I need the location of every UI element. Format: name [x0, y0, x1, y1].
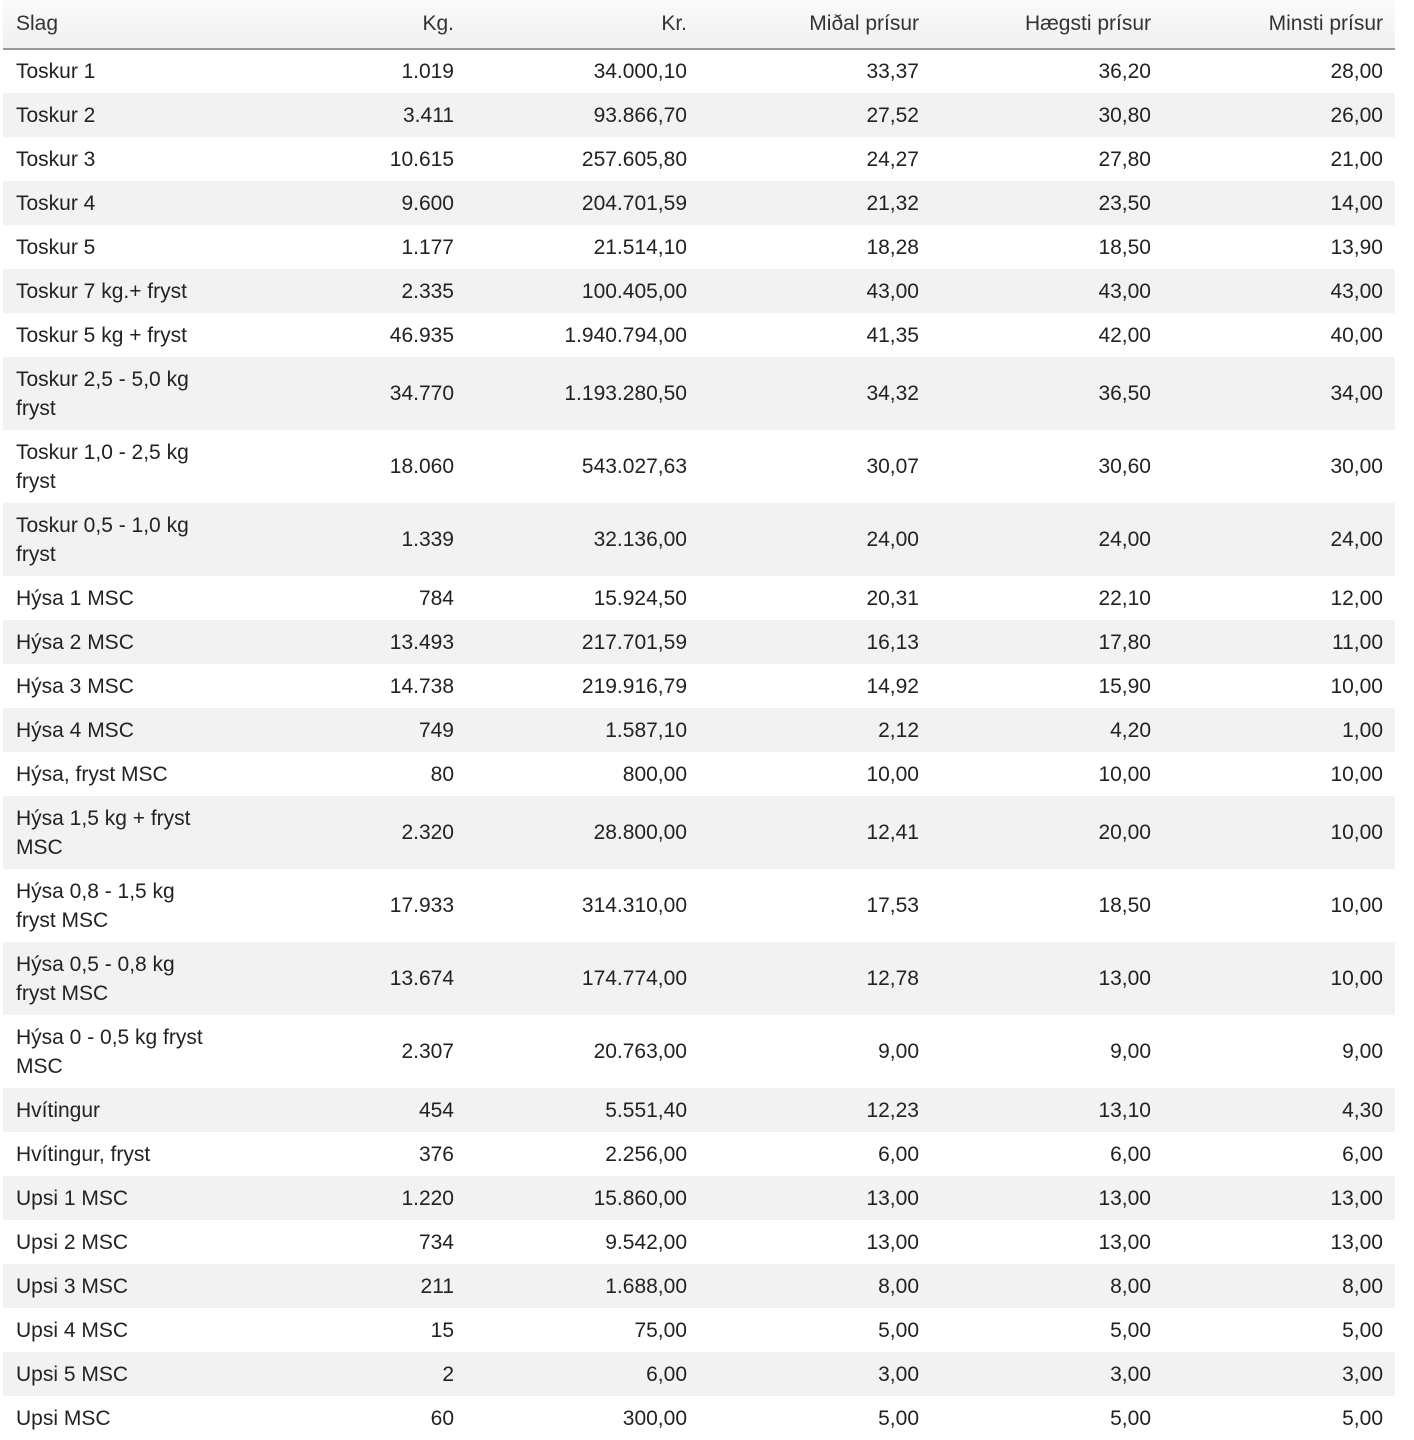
table-row: [3, 137, 1395, 181]
highest-price-cell: 42,00: [1098, 323, 1151, 347]
species-name: Hýsa 3 MSC: [16, 674, 134, 698]
kr-cell: 15.860,00: [593, 1186, 687, 1210]
kg-cell: 60: [430, 1406, 454, 1430]
species-name: Hýsa 1 MSC: [16, 586, 134, 610]
species-cell: [3, 708, 227, 752]
lowest-price-cell: 12,00: [1330, 586, 1383, 610]
kr-cell: 32.136,00: [593, 528, 687, 551]
average-price-cell: 17,53: [866, 894, 919, 917]
species-name: Hýsa 0 - 0,5 kg fryst MSC: [16, 1025, 203, 1078]
kg-cell: 2.307: [401, 1040, 454, 1063]
species-cell: [3, 620, 227, 664]
table-row: [3, 620, 1395, 664]
table-row: [3, 942, 1395, 1015]
average-price-cell: 8,00: [878, 1274, 919, 1298]
kg-cell: 3.411: [403, 103, 454, 127]
highest-price-cell: 22,10: [1098, 586, 1151, 610]
highest-price-cell: 13,00: [1098, 1230, 1151, 1254]
species-name: Hýsa 1,5 kg + fryst MSC: [16, 806, 191, 859]
lowest-price-cell: 30,00: [1330, 455, 1383, 478]
average-price-cell: 3,00: [878, 1362, 919, 1386]
lowest-price-cell: 10,00: [1330, 762, 1383, 786]
table-row: [3, 357, 1395, 430]
average-price-cell: 5,00: [878, 1318, 919, 1342]
highest-price-cell: 30,60: [1098, 455, 1151, 478]
lowest-price-cell: 10,00: [1330, 894, 1383, 917]
average-price-cell: 13,00: [866, 1230, 919, 1254]
kg-cell: 2.335: [401, 279, 454, 303]
table-body: [3, 49, 1395, 1440]
species-name: Hýsa 0,5 - 0,8 kg fryst MSC: [16, 952, 175, 1005]
highest-price-cell: 6,00: [1110, 1142, 1151, 1166]
highest-price-cell: 24,00: [1098, 528, 1151, 551]
table-row: [3, 1015, 1395, 1088]
highest-price-cell: 5,00: [1110, 1318, 1151, 1342]
average-price-cell: 33,37: [866, 60, 919, 83]
kr-cell: 1.193.280,50: [564, 382, 687, 405]
species-cell: [3, 503, 227, 576]
kr-cell: 2.256,00: [605, 1142, 687, 1166]
species-cell: [3, 225, 227, 269]
species-cell: [3, 430, 227, 503]
price-table-container: [3, 0, 1395, 1440]
species-cell: [3, 93, 227, 137]
species-name: Hýsa 2 MSC: [16, 630, 134, 654]
kr-cell: 300,00: [622, 1406, 687, 1430]
species-name: Upsi 3 MSC: [16, 1274, 129, 1298]
highest-price-cell: 36,50: [1098, 382, 1151, 405]
kr-cell: 257.605,80: [581, 147, 687, 171]
highest-price-cell: 13,00: [1098, 1186, 1151, 1210]
kg-cell: 784: [418, 586, 454, 610]
kr-cell: 204.701,59: [581, 191, 687, 215]
table-row: [3, 1176, 1395, 1220]
lowest-price-cell: 10,00: [1330, 674, 1383, 698]
species-cell: [3, 1352, 227, 1396]
species-name: Hýsa 4 MSC: [16, 718, 134, 742]
species-name: Toskur 0,5 - 1,0 kg fryst: [16, 513, 189, 566]
highest-price-cell: 27,80: [1098, 147, 1151, 171]
lowest-price-cell: 28,00: [1330, 60, 1383, 83]
lowest-price-cell: 26,00: [1330, 103, 1383, 127]
table-row: [3, 796, 1395, 869]
species-cell: [3, 1132, 227, 1176]
kg-cell: 9.600: [401, 191, 454, 215]
highest-price-cell: 30,80: [1098, 103, 1151, 127]
table-header: [3, 0, 1395, 49]
highest-price-cell: 17,80: [1098, 630, 1151, 654]
species-name: Hvítingur, fryst: [16, 1142, 151, 1166]
species-cell: [3, 269, 227, 313]
average-price-cell: 24,27: [866, 147, 919, 171]
highest-price-cell: 18,50: [1098, 894, 1151, 917]
kg-cell: 17.933: [389, 894, 454, 917]
kr-cell: 20.763,00: [593, 1040, 687, 1063]
lowest-price-cell: 24,00: [1330, 528, 1383, 551]
highest-price-cell: 43,00: [1098, 279, 1151, 303]
species-name: Toskur 3: [16, 147, 96, 171]
table-row: [3, 1396, 1395, 1440]
species-cell: [3, 181, 227, 225]
average-price-cell: 41,35: [866, 323, 919, 347]
kr-cell: 21.514,10: [593, 235, 687, 259]
species-name: Toskur 5: [16, 235, 96, 259]
lowest-price-cell: 8,00: [1342, 1274, 1383, 1298]
table-row: [3, 1264, 1395, 1308]
highest-price-cell: 23,50: [1098, 191, 1151, 215]
species-cell: [3, 869, 227, 942]
kg-cell: 10.615: [389, 147, 454, 171]
species-name: Toskur 5 kg + fryst: [16, 323, 187, 347]
table-row: [3, 1352, 1395, 1396]
table-row: [3, 49, 1395, 93]
kr-cell: 93.866,70: [593, 103, 687, 127]
table-row: [3, 503, 1395, 576]
species-cell: [3, 796, 227, 869]
column-header-highest-price[interactable]: Hægsti prísur: [931, 0, 1163, 49]
species-cell: [3, 664, 227, 708]
species-cell: [3, 1220, 227, 1264]
average-price-cell: 14,92: [866, 674, 919, 698]
species-cell: [3, 942, 227, 1015]
species-cell: [3, 49, 227, 93]
highest-price-cell: 10,00: [1098, 762, 1151, 786]
table-row: [3, 1088, 1395, 1132]
average-price-cell: 27,52: [866, 103, 919, 127]
species-name: Toskur 7 kg.+ fryst: [16, 279, 187, 303]
average-price-cell: 24,00: [866, 528, 919, 551]
average-price-cell: 43,00: [866, 279, 919, 303]
kg-cell: 18.060: [389, 455, 454, 478]
kg-cell: 80: [430, 762, 454, 786]
column-header-kg[interactable]: Kg.: [227, 0, 466, 49]
lowest-price-cell: 13,00: [1330, 1186, 1383, 1210]
species-cell: [3, 313, 227, 357]
kr-cell: 1.940.794,00: [564, 323, 687, 347]
species-cell: [3, 1176, 227, 1220]
kg-cell: 46.935: [389, 323, 454, 347]
kr-cell: 9.542,00: [605, 1230, 687, 1254]
species-name: Toskur 2: [16, 103, 96, 127]
price-table: [3, 0, 1395, 1440]
column-header-slag[interactable]: Slag: [3, 0, 227, 49]
highest-price-cell: 9,00: [1110, 1040, 1151, 1063]
lowest-price-cell: 40,00: [1330, 323, 1383, 347]
average-price-cell: 16,13: [866, 630, 919, 654]
lowest-price-cell: 5,00: [1342, 1318, 1383, 1342]
table-row: [3, 869, 1395, 942]
kr-cell: 219.916,79: [581, 674, 687, 698]
kg-cell: 1.019: [401, 60, 454, 83]
average-price-cell: 18,28: [866, 235, 919, 259]
lowest-price-cell: 10,00: [1330, 821, 1383, 844]
lowest-price-cell: 5,00: [1342, 1406, 1383, 1430]
column-header-average-price[interactable]: Miðal prísur: [699, 0, 931, 49]
kr-cell: 800,00: [622, 762, 687, 786]
kr-cell: 217.701,59: [581, 630, 687, 654]
highest-price-cell: 3,00: [1110, 1362, 1151, 1386]
average-price-cell: 12,78: [866, 967, 919, 990]
kr-cell: 543.027,63: [581, 455, 687, 478]
kg-cell: 211: [420, 1274, 454, 1298]
table-row: [3, 269, 1395, 313]
kr-cell: 34.000,10: [593, 60, 687, 83]
species-name: Upsi MSC: [16, 1406, 111, 1430]
average-price-cell: 34,32: [866, 382, 919, 405]
lowest-price-cell: 6,00: [1342, 1142, 1383, 1166]
highest-price-cell: 13,10: [1098, 1098, 1151, 1122]
kg-cell: 34.770: [389, 382, 454, 405]
species-cell: [3, 1015, 227, 1088]
kr-cell: 5.551,40: [605, 1098, 687, 1122]
column-header-kr[interactable]: Kr.: [466, 0, 699, 49]
highest-price-cell: 36,20: [1098, 60, 1151, 83]
lowest-price-cell: 13,90: [1330, 235, 1383, 259]
kg-cell: 454: [418, 1098, 454, 1122]
species-cell: [3, 752, 227, 796]
highest-price-cell: 20,00: [1098, 821, 1151, 844]
kg-cell: 1.339: [401, 528, 454, 551]
average-price-cell: 9,00: [878, 1040, 919, 1063]
kg-cell: 749: [418, 718, 454, 742]
kr-cell: 1.688,00: [605, 1274, 687, 1298]
average-price-cell: 13,00: [866, 1186, 919, 1210]
lowest-price-cell: 14,00: [1330, 191, 1383, 215]
kg-cell: 2.320: [401, 821, 454, 844]
average-price-cell: 2,12: [878, 718, 919, 742]
lowest-price-cell: 43,00: [1330, 279, 1383, 303]
table-row: [3, 708, 1395, 752]
kg-cell: 15: [430, 1318, 454, 1342]
highest-price-cell: 4,20: [1110, 718, 1151, 742]
species-name: Upsi 4 MSC: [16, 1318, 129, 1342]
table-row: [3, 752, 1395, 796]
highest-price-cell: 13,00: [1098, 967, 1151, 990]
lowest-price-cell: 21,00: [1330, 147, 1383, 171]
kg-cell: 13.493: [389, 630, 454, 654]
table-row: [3, 1308, 1395, 1352]
species-name: Toskur 1,0 - 2,5 kg fryst: [16, 440, 189, 493]
table-row: [3, 181, 1395, 225]
highest-price-cell: 5,00: [1110, 1406, 1151, 1430]
average-price-cell: 5,00: [878, 1406, 919, 1430]
kr-cell: 6,00: [646, 1362, 687, 1386]
species-cell: [3, 137, 227, 181]
average-price-cell: 20,31: [866, 586, 919, 610]
lowest-price-cell: 34,00: [1330, 382, 1383, 405]
table-row: [3, 430, 1395, 503]
kg-cell: 376: [418, 1142, 454, 1166]
species-name: Hýsa 0,8 - 1,5 kg fryst MSC: [16, 879, 175, 932]
species-cell: [3, 1264, 227, 1308]
average-price-cell: 12,41: [866, 821, 919, 844]
lowest-price-cell: 4,30: [1342, 1098, 1383, 1122]
species-cell: [3, 576, 227, 620]
column-header-lowest-price[interactable]: Minsti prísur: [1163, 0, 1395, 49]
kg-cell: 1.177: [401, 235, 454, 259]
highest-price-cell: 8,00: [1110, 1274, 1151, 1298]
kg-cell: 734: [418, 1230, 454, 1254]
kr-cell: 75,00: [634, 1318, 687, 1342]
lowest-price-cell: 9,00: [1342, 1040, 1383, 1063]
species-name: Upsi 2 MSC: [16, 1230, 129, 1254]
species-name: Hvítingur: [16, 1098, 101, 1122]
table-row: [3, 225, 1395, 269]
kg-cell: 13.674: [389, 967, 454, 990]
species-name: Upsi 5 MSC: [16, 1362, 129, 1386]
average-price-cell: 21,32: [866, 191, 919, 215]
average-price-cell: 12,23: [866, 1098, 919, 1122]
table-row: [3, 313, 1395, 357]
average-price-cell: 6,00: [878, 1142, 919, 1166]
species-cell: [3, 1308, 227, 1352]
species-name: Toskur 1: [16, 60, 96, 83]
kr-cell: 1.587,10: [605, 718, 687, 742]
kr-cell: 28.800,00: [593, 821, 687, 844]
kg-cell: 2: [442, 1362, 454, 1386]
lowest-price-cell: 1,00: [1342, 718, 1383, 742]
kr-cell: 100.405,00: [581, 279, 687, 303]
species-name: Upsi 1 MSC: [16, 1186, 129, 1210]
kr-cell: 174.774,00: [581, 967, 687, 990]
species-name: Toskur 2,5 - 5,0 kg fryst: [16, 367, 189, 420]
table-row: [3, 1132, 1395, 1176]
species-cell: [3, 357, 227, 430]
lowest-price-cell: 11,00: [1332, 630, 1383, 654]
species-name: Toskur 4: [16, 191, 96, 215]
table-row: [3, 576, 1395, 620]
lowest-price-cell: 13,00: [1330, 1230, 1383, 1254]
species-cell: [3, 1088, 227, 1132]
average-price-cell: 10,00: [866, 762, 919, 786]
average-price-cell: 30,07: [866, 455, 919, 478]
species-cell: [3, 1396, 227, 1440]
lowest-price-cell: 10,00: [1330, 967, 1383, 990]
kr-cell: 314.310,00: [581, 894, 687, 917]
kr-cell: 15.924,50: [593, 586, 687, 610]
kg-cell: 1.220: [401, 1186, 454, 1210]
kg-cell: 14.738: [389, 674, 454, 698]
table-row: [3, 664, 1395, 708]
lowest-price-cell: 3,00: [1342, 1362, 1383, 1386]
highest-price-cell: 18,50: [1098, 235, 1151, 259]
species-name: Hýsa, fryst MSC: [16, 762, 168, 786]
highest-price-cell: 15,90: [1098, 674, 1151, 698]
table-row: [3, 1220, 1395, 1264]
table-row: [3, 93, 1395, 137]
